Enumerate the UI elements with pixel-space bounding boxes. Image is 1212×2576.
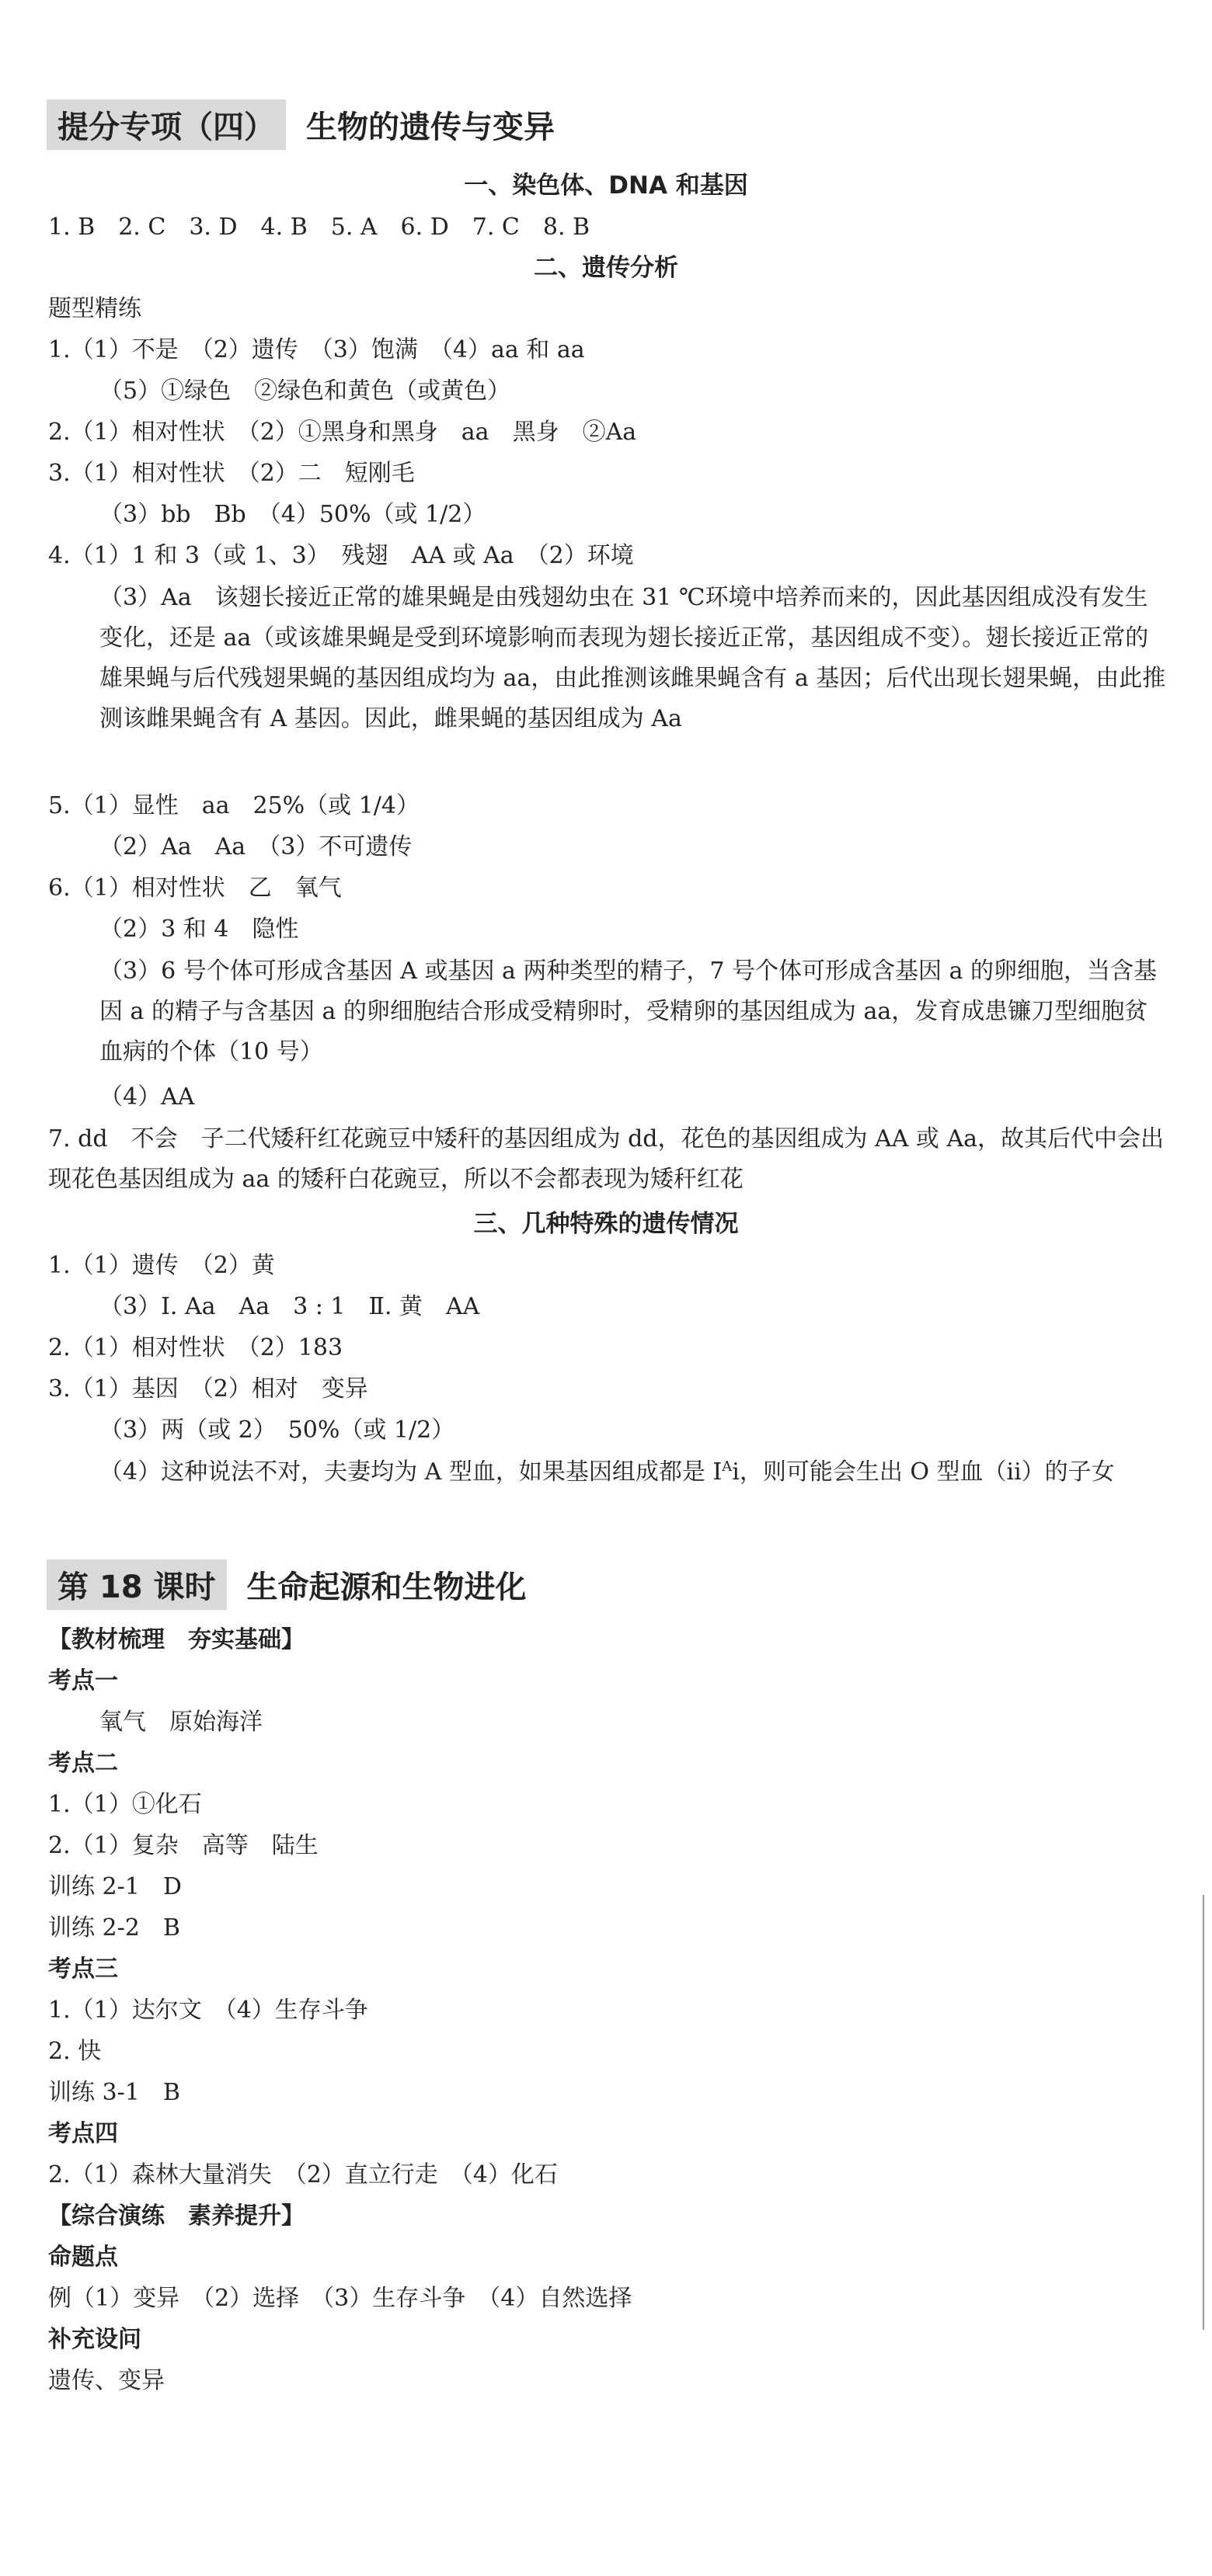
answer-line: 训练 2-2 B [48, 1914, 180, 1942]
answer-paragraph [99, 1452, 1168, 1536]
answer-line: 2.（1）森林大量消失 （2）直立行走 （4）化石 [48, 2161, 558, 2188]
lesson-heading: 考点四 [48, 2120, 118, 2147]
answer-line: （4）AA [99, 1083, 195, 1111]
answer-line: 遗传、变异 [48, 2367, 165, 2394]
answer-paragraph: （3）6 号个体可形成含基因 A 或基因 a 两种类型的精子，7 号个体可形成含基因 a 的卵细胞，当含基因 a 的精子与含基因 a 的卵细胞结合形成受精卵时，受精卵的基因组成为 aa，发育成患镰刀型细胞贫血病的个体（10 号） [99, 958, 1157, 1066]
lesson-heading: 考点三 [48, 1955, 118, 1983]
lesson-heading: 命题点 [48, 2244, 118, 2271]
answer-line: 1.（1）遗传 （2）黄 [48, 1252, 275, 1279]
answer-line: 5.（1）显性 aa 25%（或 1/4） [48, 792, 420, 819]
answer-line: （3）bb Bb （4）50%（或 1/2） [99, 501, 486, 528]
lesson-heading: 【综合演练 素养提升】 [48, 2202, 305, 2230]
lesson-heading: 考点一 [48, 1667, 118, 1695]
answer-line: 1.（1）达尔文 （4）生存斗争 [48, 1997, 368, 2024]
answer-line: 氧气 原始海洋 [99, 1709, 263, 1736]
answer-line: （3）两（或 2） 50%（或 1/2） [99, 1417, 455, 1444]
answer-paragraph: 7. dd 不会 子二代矮秆红花豌豆中矮秆的基因组成为 dd，花色的基因组成为 AA 或 Aa，故其后代中会出现花色基因组成为 aa 的矮秆白花豌豆，所以不会都表现为矮秆红花 [48, 1125, 1164, 1193]
section-title: 生物的遗传与变异 [306, 110, 555, 145]
page-edge-divider [1203, 1895, 1210, 2330]
part1-answers: 1. B 2. C 3. D 4. B 5. A 6. D 7. C 8. B [48, 214, 590, 241]
section-header-1 [47, 99, 555, 150]
answer-text: （4）这种说法不对，夫妻均为 A 型血，如果基因组成都是 I [99, 1458, 723, 1486]
section-badge: 提分专项（四） [47, 99, 286, 150]
answer-line: 2. 快 [48, 2038, 102, 2065]
lesson-heading: 【教材梳理 夯实基础】 [48, 1626, 305, 1653]
superscript: A [722, 1458, 733, 1475]
answer-line: 2.（1）复杂 高等 陆生 [48, 1832, 319, 1859]
answer-line: 训练 3-1 B [48, 2079, 180, 2106]
part2-subheading: 题型精练 [48, 295, 141, 322]
answer-line: 2.（1）相对性状 （2）①黑身和黑身 aa 黑身 ②Aa [48, 419, 637, 446]
section-title: 生命起源和生物进化 [246, 1570, 527, 1605]
answer-line: 1.（1）不是 （2）遗传 （3）饱满 （4）aa 和 aa [48, 336, 585, 363]
part2-heading: 二、遗传分析 [534, 254, 678, 282]
answer-line: 2.（1）相对性状 （2）183 [48, 1334, 343, 1361]
answer-line: 3.（1）相对性状 （2）二 短刚毛 [48, 460, 415, 487]
answer-line: 6.（1）相对性状 乙 氧气 [48, 874, 342, 902]
answer-line: （2）Aa Aa （3）不可遗传 [99, 833, 413, 860]
lesson-heading: 补充设问 [48, 2326, 141, 2353]
answer-paragraph: （3）Aa 该翅长接近正常的雄果蝇是由残翅幼虫在 31 ℃环境中培养而来的，因此基因组成没有发生变化，还是 aa（或该雄果蝇是受到环境影响而表现为翅长接近正常，基因组成不变）。翅长接近正常的雄果蝇与后代残翅果蝇的基因组成均为 aa，由此推测该雌果蝇含有 a 基因；后代出现长翅果蝇，由此推测该雌果蝇含有 A 基因。因此，雌果蝇的基因组成为 Aa [99, 584, 1166, 732]
answer-line: （2）3 和 4 隐性 [99, 916, 299, 943]
answer-line: （3）Ⅰ. Aa Aa 3 : 1 Ⅱ. 黄 AA [99, 1293, 480, 1320]
answer-line: 3.（1）基因 （2）相对 变异 [48, 1375, 368, 1403]
answer-line: 例（1）变异 （2）选择 （3）生存斗争 （4）自然选择 [48, 2285, 632, 2312]
part1-heading: 一、染色体、DNA 和基因 [464, 172, 748, 200]
answer-line: （5）①绿色 ②绿色和黄色（或黄色） [99, 377, 511, 405]
answer-line: 1.（1）①化石 [48, 1791, 202, 1818]
answer-text: i，则可能会生出 O 型血（ii）的子女 [732, 1458, 1115, 1486]
section-header-2 [47, 1559, 527, 1610]
answer-line: 4.（1）1 和 3（或 1、3） 残翅 AA 或 Aa （2）环境 [48, 542, 634, 569]
answer-line: 训练 2-1 D [48, 1873, 182, 1900]
lesson-heading: 考点二 [48, 1750, 118, 1777]
part3-heading: 三、几种特殊的遗传情况 [473, 1210, 739, 1238]
section-badge: 第 18 课时 [47, 1559, 227, 1610]
